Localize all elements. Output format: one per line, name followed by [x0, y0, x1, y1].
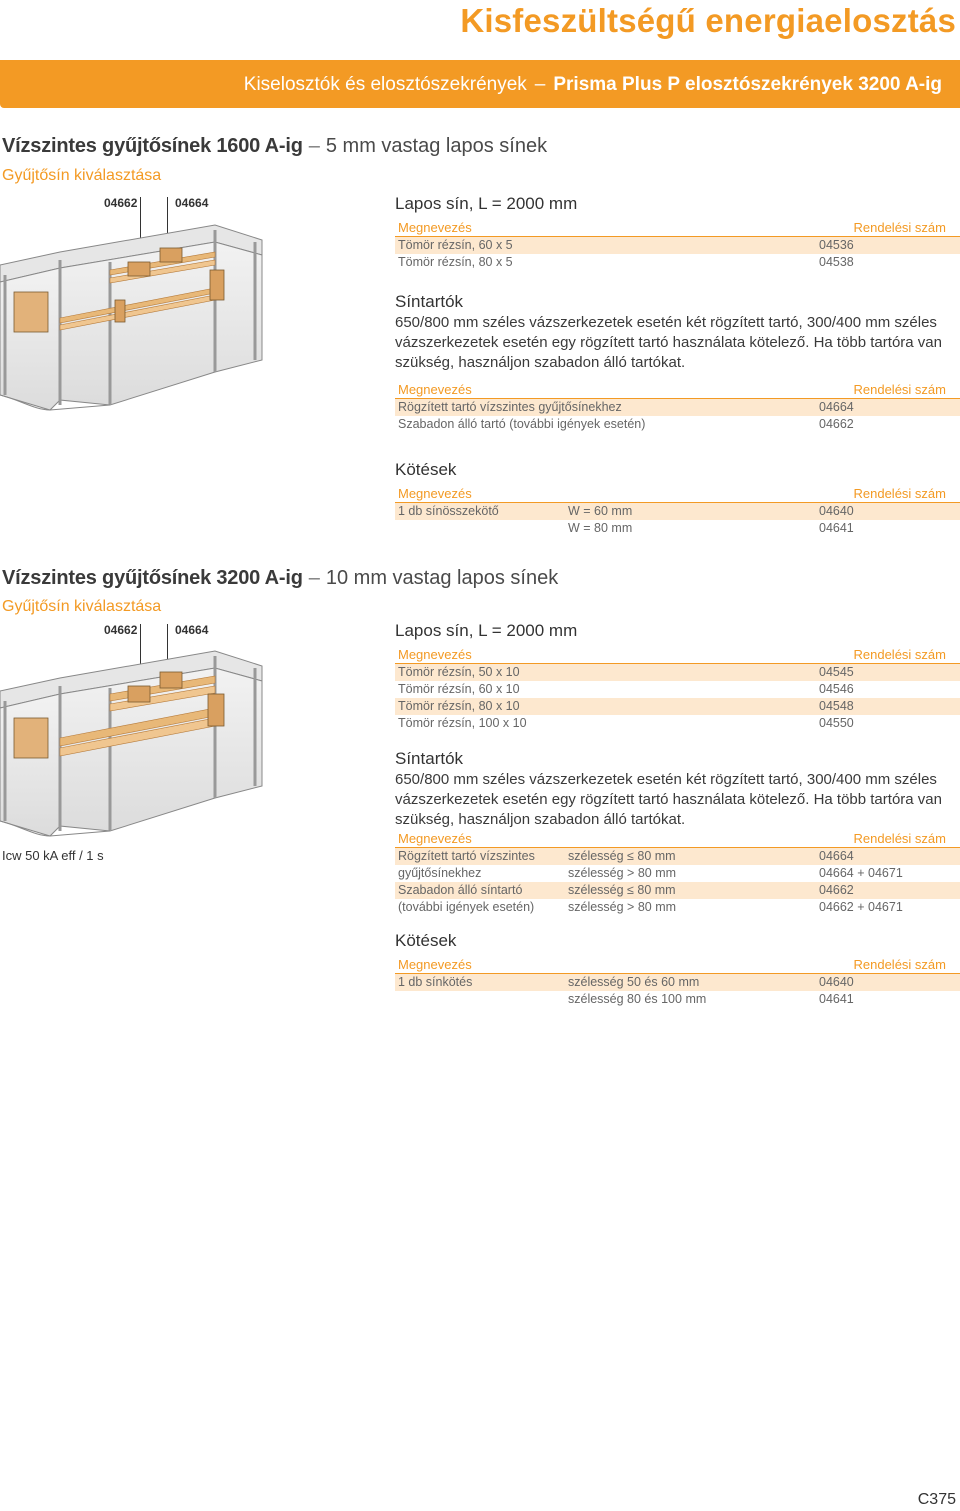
s1-supports-title: Síntartók	[395, 292, 464, 311]
s1-flat-bar-title: Lapos sín, L = 2000 mm	[395, 194, 578, 213]
banner-breadcrumb	[244, 74, 942, 96]
s1-supports-text: 650/800 mm széles vázszerkezetek esetén két rögzített tartó, 300/400 mm széles vázszerkezetek esetén egy rögzített tartó használata kötelező. Ha több tartóra van szükség, használjon szabadon álló tartókat.	[395, 314, 942, 371]
table-row: Tömör rézsín, 60 x 5 04536	[395, 237, 960, 254]
s2-connections-table	[395, 956, 960, 1008]
table-row: Tömör rézsín, 80 x 5 04538	[398, 255, 854, 269]
table-row: Rögzített tartó vízszintes szélesség ≤ 80 mm 04664	[395, 848, 960, 865]
section2-subtitle: Gyűjtősín kiválasztása	[2, 598, 162, 615]
s2-flat-bar-title: Lapos sín, L = 2000 mm	[395, 621, 578, 640]
s1-supports-table	[395, 381, 960, 433]
table-header: Megnevezés Rendelési szám	[395, 830, 960, 848]
section1-subtitle: Gyűjtősín kiválasztása	[2, 167, 162, 184]
table-row: Tömör rézsín, 60 x 10 04546	[398, 682, 854, 696]
banner-product: Prisma Plus P elosztószekrények 3200 A-ig	[553, 74, 942, 95]
table-row: W = 80 mm 04641	[568, 521, 854, 535]
table-header: Megnevezés Rendelési szám	[395, 381, 960, 399]
table-row: Szabadon álló tartó (további igények esetén) 04662	[398, 417, 854, 431]
table-header: Megnevezés Rendelési szám	[395, 485, 960, 503]
section2-title: Vízszintes gyűjtősínek 3200 A-ig – 10 mm vastag lapos sínek	[2, 567, 559, 589]
table-row: Tömör rézsín, 100 x 10 04550	[398, 716, 854, 730]
s2-supports-text: 650/800 mm széles vázszerkezetek esetén két rögzített tartó, 300/400 mm széles vázszerkezetek esetén egy rögzített tartó használata kötelező. Ha több tartóra van szükség, használjon szabadon álló tartókat.	[395, 771, 942, 828]
s1-connections-table	[395, 485, 960, 537]
page-title: Kisfeszültségű energiaelosztás	[460, 2, 956, 39]
table-row: szélesség 80 és 100 mm 04641	[568, 992, 854, 1006]
table-row: Rögzített tartó vízszintes gyűjtősínekhez 04664	[395, 399, 960, 416]
callout-04662: 04662	[104, 623, 138, 637]
icw-rating: Icw 50 kA eff / 1 s	[2, 848, 104, 863]
s1-flat-bar-table	[395, 219, 960, 271]
callout-04664: 04664	[175, 623, 209, 637]
table-row: 1 db sínkötés szélesség 50 és 60 mm 04640	[395, 974, 960, 991]
banner-dash: –	[534, 74, 546, 95]
s2-supports-table	[395, 830, 960, 916]
s2-connections-title: Kötések	[395, 931, 457, 950]
page-number: C375	[917, 1491, 956, 1508]
s2-flat-bar-table	[395, 646, 960, 732]
table-row: Tömör rézsín, 50 x 10 04545	[395, 664, 960, 681]
callout-04662: 04662	[104, 196, 138, 210]
table-row: Szabadon álló síntartó szélesség ≤ 80 mm 04662	[395, 882, 960, 899]
callout-04664: 04664	[175, 196, 209, 210]
table-row: gyűjtősínekhez szélesség > 80 mm 04664 + 04671	[398, 866, 903, 880]
section1-title: Vízszintes gyűjtősínek 1600 A-ig – 5 mm vastag lapos sínek	[2, 135, 548, 157]
table-row: 1 db sínösszekötő W = 60 mm 04640	[395, 503, 960, 520]
table-header: Megnevezés Rendelési szám	[395, 956, 960, 974]
table-row: Tömör rézsín, 80 x 10 04548	[395, 698, 960, 715]
busbar-enclosure-illustration	[0, 626, 270, 856]
s2-supports-title: Síntartók	[395, 749, 464, 768]
busbar-enclosure-illustration	[0, 200, 270, 430]
table-row: (további igények esetén) szélesség > 80 mm 04662 + 04671	[398, 900, 903, 914]
banner-category: Kiselosztók és elosztószekrények	[243, 74, 527, 95]
table-header: Megnevezés Rendelési szám	[395, 646, 960, 664]
table-header: Megnevezés Rendelési szám	[395, 219, 960, 237]
header-banner	[0, 60, 960, 108]
s1-connections-title: Kötések	[395, 460, 457, 479]
